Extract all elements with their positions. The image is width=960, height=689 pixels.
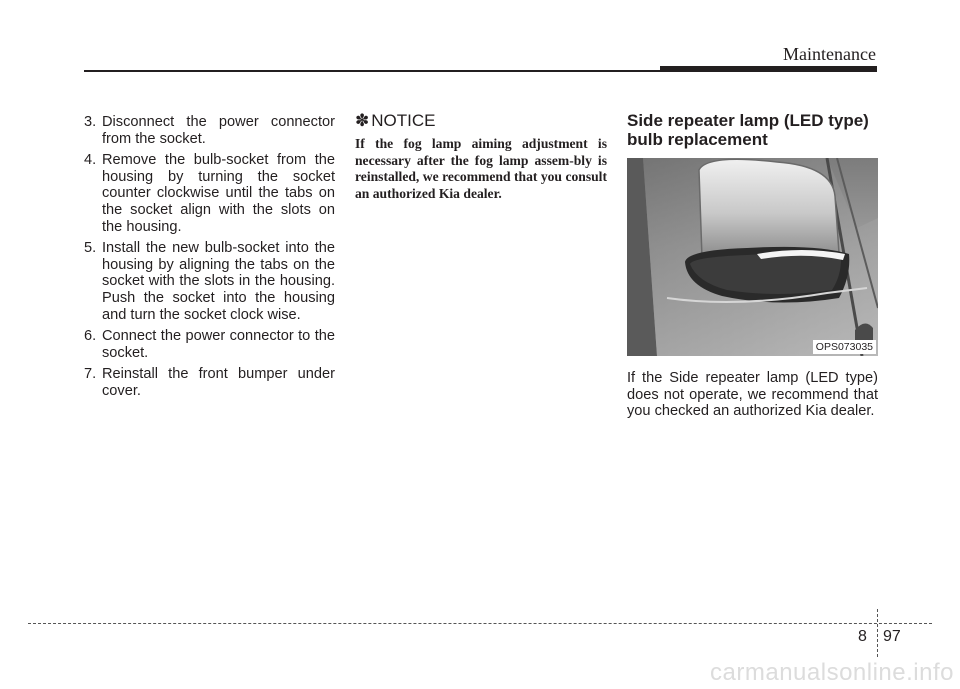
step-number: 7. <box>84 366 97 383</box>
notice-body: If the fog lamp aiming adjustment is necessary after the fog lamp assem-bly is reinstalled, we recommend that you consult an authorized Kia dealer. <box>355 136 607 201</box>
step-text: Remove the bulb-socket from the housing by turning the socket counter clockwise until the tabs on the socket align with the slots on the housing. <box>102 152 335 235</box>
side-repeater-section <box>627 111 878 420</box>
section-title: Side repeater lamp (LED type) bulb replacement <box>627 111 869 149</box>
header-rule <box>84 70 661 72</box>
section-number: 8 <box>858 628 867 645</box>
step-number: 3. <box>84 114 97 130</box>
page-number: 97 <box>883 628 901 645</box>
image-code-label: OPS073035 <box>813 340 876 354</box>
notice-title: NOTICE <box>371 111 436 130</box>
side-mirror-photo <box>627 158 878 356</box>
step-number: 5. <box>84 240 97 257</box>
notice-symbol: ✽ <box>355 111 370 130</box>
step-item <box>84 114 335 147</box>
header-rule-accent <box>660 66 877 72</box>
step-item <box>84 366 335 399</box>
step-text: Install the new bulb-socket into the housing by aligning the tabs on the socket with the slots in the housing. Push the socket into the housing and turn the socket clock wise. <box>102 240 335 323</box>
section-body: If the Side repeater lamp (LED type) does not operate, we recommend that you checked an authorized Kia dealer. <box>627 370 878 420</box>
steps-column <box>84 114 335 405</box>
step-text: Disconnect the power connector from the socket. <box>102 114 335 147</box>
step-text: Connect the power connector to the socket. <box>102 328 335 361</box>
notice-heading <box>355 111 607 131</box>
step-item <box>84 328 335 361</box>
notice-box <box>355 111 607 202</box>
step-text: Reinstall the front bumper under cover. <box>102 366 335 399</box>
steps-list <box>84 114 335 400</box>
header-title: Maintenance <box>783 44 876 64</box>
step-number: 4. <box>84 152 97 169</box>
step-item <box>84 240 335 323</box>
step-item <box>84 152 335 235</box>
footer-divider <box>877 609 878 657</box>
watermark: carmanualsonline.info <box>710 659 954 686</box>
footer-rule <box>28 623 932 624</box>
step-number: 6. <box>84 328 97 345</box>
side-mirror-illustration <box>627 158 878 356</box>
